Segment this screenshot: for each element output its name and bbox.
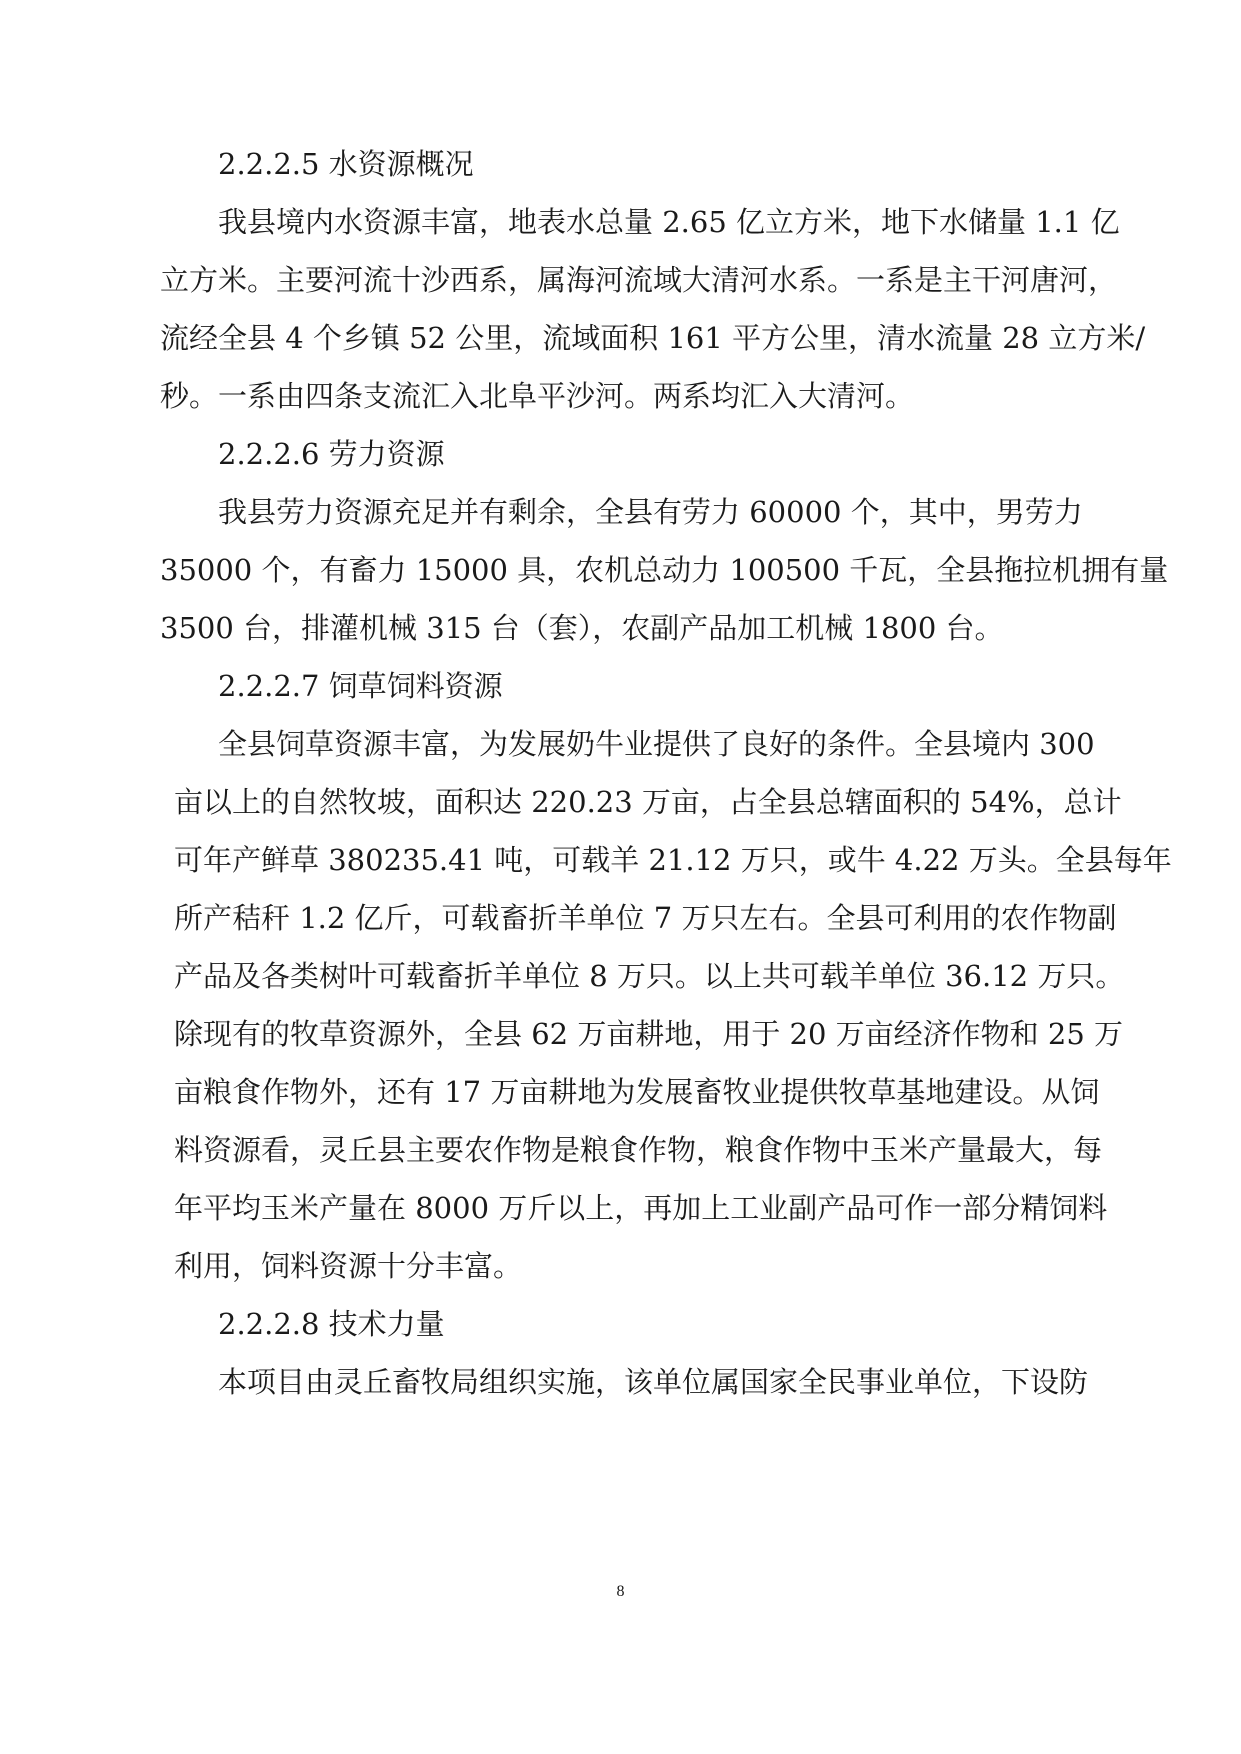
paragraph-line: 亩粮食作物外，还有 17 万亩耕地为发展畜牧业提供牧草基地建设。从饲: [174, 1075, 1100, 1109]
paragraph-line: 本项目由灵丘畜牧局组织实施，该单位属国家全民事业单位，下设防: [218, 1365, 1089, 1399]
paragraph-line: 料资源看，灵丘县主要农作物是粮食作物，粮食作物中玉米产量最大，每: [174, 1133, 1103, 1167]
paragraph-line: 流经全县 4 个乡镇 52 公里，流域面积 161 平方公里，清水流量 28 立方米/: [160, 321, 1146, 355]
paragraph-line: 35000 个，有畜力 15000 具，农机总动力 100500 千瓦，全县拖拉机拥有量: [160, 553, 1169, 587]
section-heading: 2.2.2.5 水资源概况: [218, 147, 474, 181]
section-heading: 2.2.2.6 劳力资源: [218, 437, 445, 471]
paragraph-line: 立方米。主要河流十沙西系，属海河流域大清河水系。一系是主干河唐河，: [160, 263, 1118, 297]
paragraph-line: 利用，饲料资源十分丰富。: [174, 1249, 523, 1283]
paragraph-line: 我县境内水资源丰富，地表水总量 2.65 亿立方米，地下水储量 1.1 亿: [218, 205, 1120, 239]
paragraph-line: 亩以上的自然牧坡，面积达 220.23 万亩，占全县总辖面积的 54%，总计: [174, 785, 1122, 819]
paragraph-line: 除现有的牧草资源外，全县 62 万亩耕地，用于 20 万亩经济作物和 25 万: [174, 1017, 1124, 1051]
section-heading: 2.2.2.8 技术力量: [218, 1307, 445, 1341]
paragraph-line: 3500 台，排灌机械 315 台（套），农副产品加工机械 1800 台。: [160, 611, 1004, 645]
paragraph-line: 产品及各类树叶可载畜折羊单位 8 万只。以上共可载羊单位 36.12 万只。: [174, 959, 1125, 993]
paragraph-line: 我县劳力资源充足并有剩余，全县有劳力 60000 个，其中，男劳力: [218, 495, 1083, 529]
paragraph-line: 全县饲草资源丰富，为发展奶牛业提供了良好的条件。全县境内 300: [218, 727, 1095, 761]
page-number: 8: [616, 1583, 625, 1600]
paragraph-line: 秒。一系由四条支流汇入北阜平沙河。两系均汇入大清河。: [160, 379, 915, 413]
paragraph-line: 年平均玉米产量在 8000 万斤以上，再加上工业副产品可作一部分精饲料: [174, 1191, 1108, 1225]
paragraph-line: 可年产鲜草 380235.41 吨，可载羊 21.12 万只，或牛 4.22 万头。全县每年: [174, 843, 1172, 877]
section-heading: 2.2.2.7 饲草饲料资源: [218, 669, 503, 703]
paragraph-line: 所产秸秆 1.2 亿斤，可载畜折羊单位 7 万只左右。全县可利用的农作物副: [174, 901, 1117, 935]
